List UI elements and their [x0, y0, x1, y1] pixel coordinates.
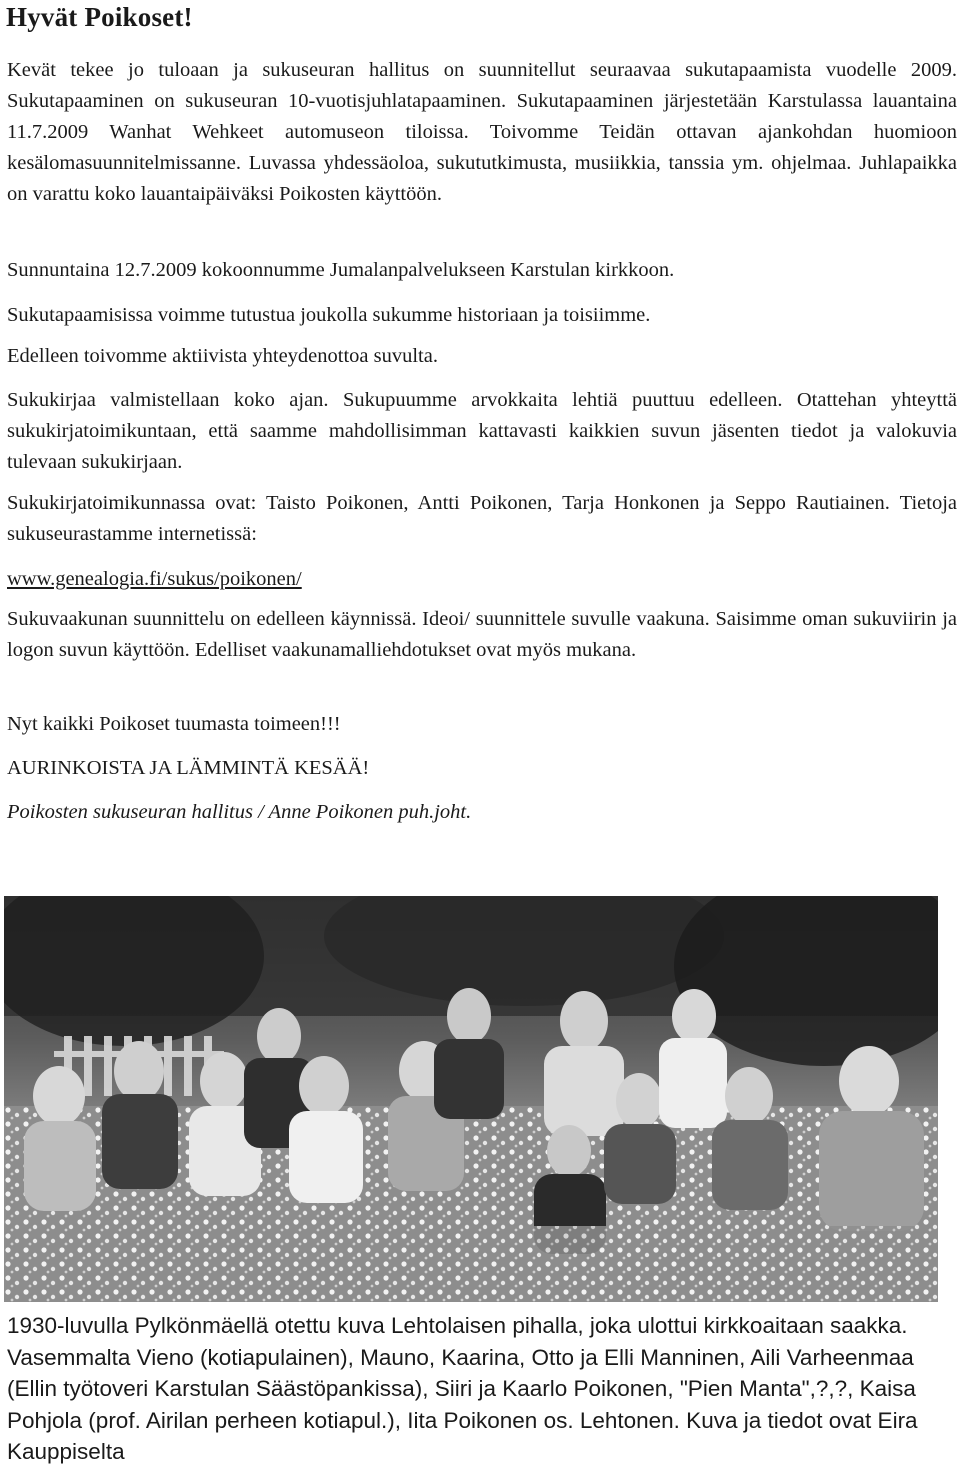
paragraph-history: Sukutapaamisissa voimme tutustua joukolla sukumme historiaan ja toisiimme.: [7, 304, 651, 326]
photo-caption: 1930-luvulla Pylkönmäellä otettu kuva Lehtolaisen pihalla, joka ulottui kirkkoaitaan saakka. Vasemmalta Vieno (kotiapulainen), Mauno, Kaarina, Otto ja Elli Manninen, Aili Varheenmaa (Ellin työtoveri Karstulan Säästöpankissa), Siiri ja Kaarlo Poikonen, "Pien Manta",?,?, Kaisa Pohjola (prof. Airilan perheen kotiapul.), Iita Poikonen os. Lehtonen. Kuva ja tiedot ovat Eira Kauppiselta: [7, 1313, 918, 1464]
paragraph-summer-greeting: AURINKOISTA JA LÄMMINTÄ KESÄÄ!: [7, 757, 370, 779]
family-photo: [4, 896, 938, 1302]
paragraph-sunday: Sunnuntaina 12.7.2009 kokoonnumme Jumalanpalvelukseen Karstulan kirkkoon.: [7, 259, 675, 281]
paragraph-family-book: Sukukirjaa valmistellaan koko ajan. Sukupuumme arvokkaita lehtiä puuttuu edelleen. Otattehan yhteyttä sukukirjatoimikuntaan, että saamme mahdollisimman kattavasti kaikkien suvun jäsenten tiedot ja valokuvia tulevaan sukukirjaan.: [7, 389, 957, 473]
family-photo-illustration: [4, 896, 938, 1302]
signature: Poikosten sukuseuran hallitus / Anne Poikonen puh.joht.: [7, 801, 472, 823]
website-link[interactable]: www.genealogia.fi/sukus/poikonen/: [7, 568, 302, 590]
page-title: Hyvät Poikoset!: [6, 2, 193, 32]
paragraph-committee: Sukukirjatoimikunnassa ovat: Taisto Poikonen, Antti Poikonen, Tarja Honkonen ja Seppo Rautiainen. Tietoja sukuseurastamme internetissä:: [7, 492, 957, 545]
paragraph-call-to-action: Nyt kaikki Poikoset tuumasta toimeen!!!: [7, 713, 341, 735]
paragraph-contact: Edelleen toivomme aktiivista yhteydenottoa suvulta.: [7, 345, 438, 367]
paragraph-intro: Kevät tekee jo tuloaan ja sukuseuran hallitus on suunnitellut seuraavaa sukutapaamista vuodelle 2009. Sukutapaaminen on sukuseuran 10-vuotisjuhlatapaaminen. Sukutapaaminen järjestetään Karstulassa lauantaina 11.7.2009 Wanhat Wehkeet automuseon tiloissa. Toivomme Teidän ottavan ajankohdan huomioon kesälomasuunnitelmissanne. Luvassa yhdessäoloa, sukututkimusta, musiikkia, tanssia ym. ohjelmaa. Juhlapaikka on varattu koko lauantaipäiväksi Poikosten käyttöön.: [7, 59, 957, 205]
paragraph-coat-of-arms: Sukuvaakunan suunnittelu on edelleen käynnissä. Ideoi/ suunnittele suvulle vaakuna. Saisimme oman sukuviirin ja logon suvun käyttöön. Edelliset vaakunamalliehdotukset ovat myös mukana.: [7, 608, 957, 661]
